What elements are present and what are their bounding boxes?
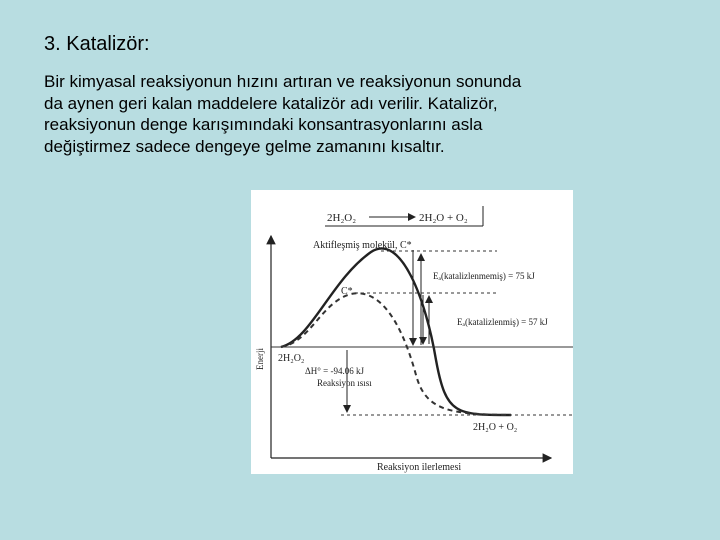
activated-complex-catalyzed-label: C* <box>341 286 353 297</box>
product-label: 2H₂O + O₂ <box>473 422 518 433</box>
slide-heading: 3. Katalizör: <box>44 33 150 55</box>
energy-diagram <box>251 190 573 474</box>
catalyzed-curve <box>281 293 511 415</box>
ea-catalyzed-label: Eₐ(katalizlenmiş) = 57 kJ <box>457 317 548 327</box>
activated-complex-label: Aktifleşmiş molekül, C* <box>313 240 412 251</box>
reaction-heat-label: Reaksiyon ısısı <box>317 378 372 388</box>
y-axis-label: Enerji <box>255 348 265 370</box>
equation-left: 2H₂O₂ <box>327 212 357 224</box>
x-axis-label: Reaksiyon ilerlemesi <box>377 462 462 473</box>
slide-paragraph: Bir kimyasal reaksiyonun hızını artıran ve reaksiyonun sonunda da aynen geri kalan maddelere katalizör adı verilir. Katalizör, reaksiyonun denge karışımındaki konsantrasyonlarını asla değiştirmez sadece dengeye gelme zamanını kısaltır. <box>44 72 522 156</box>
delta-h-label: ΔH° = -94.06 kJ <box>305 366 364 376</box>
energy-diagram-svg <box>251 190 573 474</box>
ea-uncatalyzed-label: Eₐ(katalizlenmemiş) = 75 kJ <box>433 271 535 281</box>
equation-right: 2H₂O + O₂ <box>419 212 468 224</box>
reactant-label: 2H₂O₂ <box>278 353 305 364</box>
